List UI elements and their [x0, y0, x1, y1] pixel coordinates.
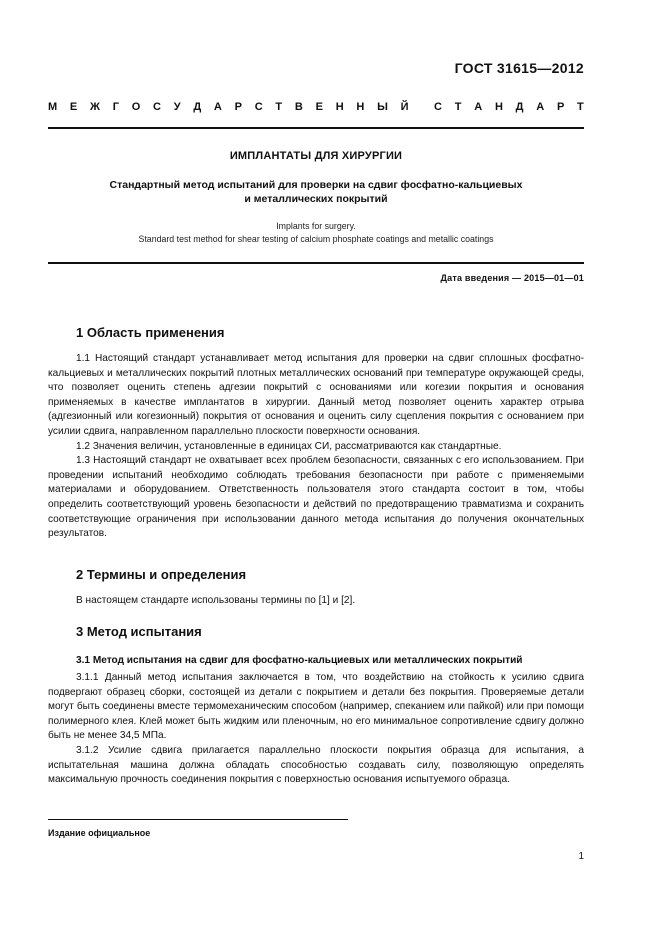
paragraph: 3.1.1 Данный метод испытания заключается в том, что воздействию на стойкость к усилию сдвига подвергают образец сборки, состоящей из детали с покрытием и детали без покрытия. Проверяемые детали могут быть соединены вместе термомеханическим способом (например, спеканием или пайкой) или при помощи полимерного клея. Клей может быть жидким или пленочным, но его минимальное сопротивление сдвигу должно быть не менее 34,5 МПа. — [48, 672, 584, 742]
section-body — [48, 671, 584, 788]
heading-letter: Д — [515, 101, 524, 113]
section-heading: 3 Метод испытания — [76, 624, 202, 639]
document-subtitle — [48, 178, 584, 206]
heading-letter: С — [434, 101, 442, 113]
footer-rule — [48, 819, 348, 820]
title-rule — [48, 262, 584, 264]
subtitle-line: Стандартный метод испытаний для проверки на сдвиг фосфатно-кальциевых — [109, 179, 523, 191]
heading-letter: Е — [69, 101, 78, 113]
heading-letter: Н — [356, 101, 365, 113]
paragraph: 3.1.2 Усилие сдвига прилагается параллельно плоскости покрытия образца для испытания, а испытательная машина должна обладать способностью создавать силу, позволяющую определять максимальную прочность соединения покрытия с поверхностью основания испытуемого образца. — [48, 744, 584, 786]
english-title — [48, 220, 584, 246]
english-title-line: Standard test method for shear testing of calcium phosphate coatings and metallic coatings — [138, 234, 494, 244]
heading-letter: Й — [400, 101, 409, 113]
section-body — [48, 352, 584, 542]
heading-letter: В — [294, 101, 303, 113]
paragraph: 1.2 Значения величин, установленные в единицах СИ, рассматриваются как стандартные. — [76, 440, 502, 452]
heading-letter: Ы — [377, 101, 388, 113]
heading-letter: Д — [193, 101, 202, 113]
edition-note: Издание официальное — [48, 828, 151, 838]
heading-letter: М — [48, 101, 58, 113]
gost-number: ГОСТ 31615—2012 — [454, 60, 584, 76]
page-number: 1 — [578, 851, 584, 862]
heading-letter: Т — [275, 101, 283, 113]
section-heading: 2 Термины и определения — [76, 567, 247, 582]
heading-letter: Н — [494, 101, 503, 113]
paragraph: 1.3 Настоящий стандарт не охватывает всех проблем безопасности, связанных с его использованием. При проведении испытаний необходимо соблюдать требования безопасности при работе с применяемыми материалами и оборудованием. Ответственность пользователя этого стандарта состоит в том, чтобы определить соответствующий уровень безопасности и действий по предотвращению травматизма и сохранить соответствующие ограничения при использовании данного метода испытания до получения окончательных результатов. — [48, 455, 584, 540]
heading-letter: У — [173, 101, 181, 113]
interstate-standard-heading — [48, 101, 584, 113]
document-title: ИМПЛАНТАТЫ ДЛЯ ХИРУРГИИ — [229, 150, 403, 162]
subtitle-line: и металлических покрытий — [244, 193, 388, 205]
heading-letter: А — [536, 101, 545, 113]
paragraph: 1.1 Настоящий стандарт устанавливает метод испытания для проверки на сдвиг сплошных фосфатно-кальциевых и металлических покрытий плотных металлических оснований при температуре окружающей среды, что позволяет оценить степень адгезии покрытий с основаниями или когезии покрытия и основания применяемых в качестве имплантатов в хирургии. Данный метод позволяет оценить характер отрыва (адгезионный или когезионный) покрытия от основания и оценить силу сцепления покрытия с основанием при усилии сдвига, направленном параллельно плоскости поверхности основания. — [48, 353, 584, 437]
heading-letter: Ж — [90, 101, 100, 113]
introduction-date: Дата введения — 2015—01—01 — [440, 273, 584, 283]
heading-letter: О — [131, 101, 141, 113]
heading-letter: Т — [454, 101, 462, 113]
subsection-heading: 3.1 Метод испытания на сдвиг для фосфатно-кальциевых или металлических покрытий — [76, 655, 523, 666]
heading-letter: С — [153, 101, 161, 113]
section-body — [48, 594, 584, 609]
heading-letter: Р — [234, 101, 242, 113]
heading-letter: Т — [577, 101, 584, 113]
heading-letter: Н — [335, 101, 344, 113]
heading-letter: Р — [556, 101, 565, 113]
english-title-line: Implants for surgery. — [276, 221, 356, 231]
header-rule — [48, 127, 584, 129]
heading-letter: А — [213, 101, 222, 113]
heading-letter: А — [474, 101, 483, 113]
heading-letter: Г — [112, 101, 119, 113]
section-heading: 1 Область применения — [76, 325, 225, 340]
paragraph: В настоящем стандарте использованы термины по [1] и [2]. — [76, 595, 356, 606]
heading-letter: С — [254, 101, 263, 113]
heading-letter: Е — [315, 101, 323, 113]
